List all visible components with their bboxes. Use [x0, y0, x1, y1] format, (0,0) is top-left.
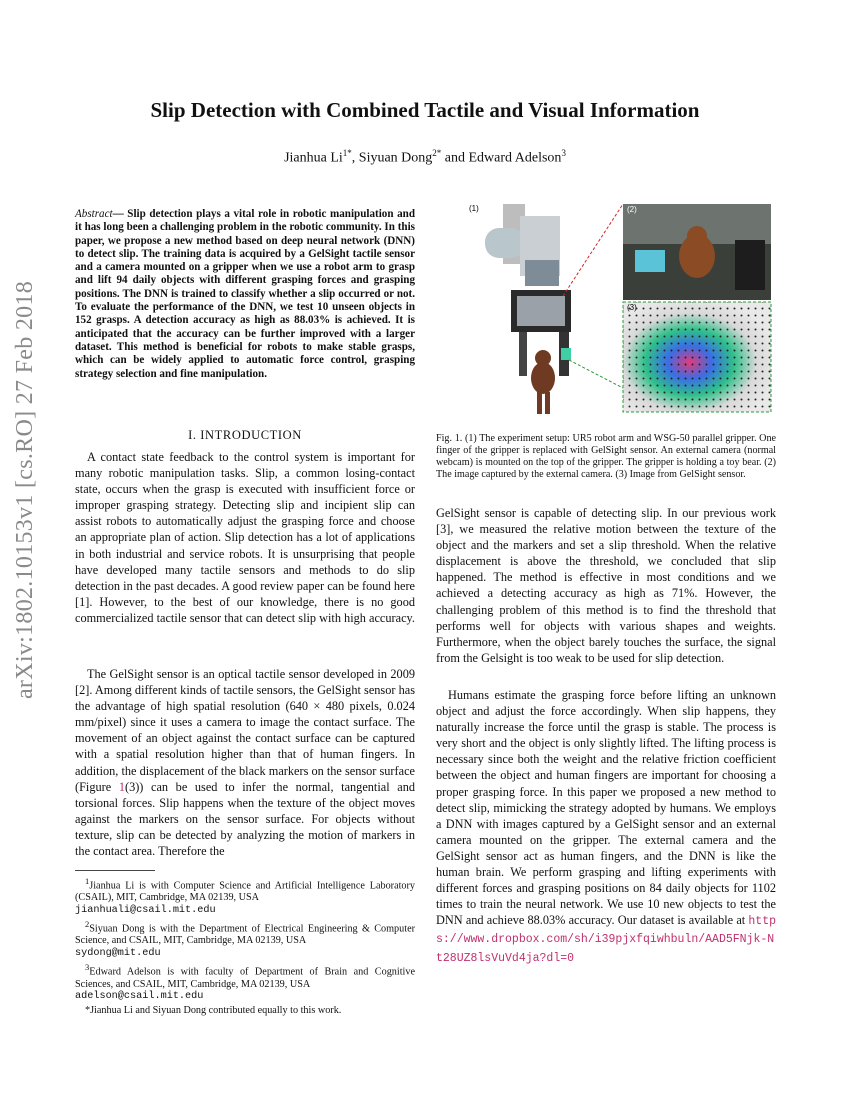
paragraph-text: (3)) can be used to infer the normal, tangential and torsional forces. Slip happens when the texture of the object moves against the markers on the sensor surface. For objects without texture, slip can be detected by analyzing the motion of markers in the contact area. Therefore the [75, 779, 415, 859]
panel-gelsight [623, 302, 771, 412]
abstract [75, 208, 415, 381]
author-name: Edward Adelson [468, 150, 562, 166]
panel-robot-setup [465, 200, 620, 422]
author-email[interactable]: sydong@mit.edu [75, 948, 161, 960]
author-name: Jianhua Li [284, 150, 343, 166]
dataset-link[interactable]: https://www.dropbox.com/sh/i39pjxfqiwhbuln/AAD5FNjk-Nt28UZ8lsVuVd4ja?dl=0 [436, 915, 776, 965]
author-email[interactable]: adelson@csail.mit.edu [75, 991, 204, 1003]
footnote: *Jianhua Li and Siyuan Dong contributed equally to this work. [85, 1005, 342, 1017]
author-list [0, 148, 850, 167]
author-affiliation-mark: 3 [561, 148, 566, 158]
footnotes [75, 876, 415, 1019]
footnote-text: Edward Adelson is with faculty of Department of Brain and Cognitive Sciences, and CSAIL, MIT, Cambridge, MA 02139, USA [75, 966, 415, 990]
panel-label: (3) [627, 303, 637, 312]
paragraph-text: The GelSight sensor is an optical tactile sensor developed in 2009 [2]. Among different kinds of tactile sensors, the GelSight sensor has the advantage of high spatial resolution (640 × 480 pixels, 0.024 mm/pixel) since it uses a camera to image the contact surface. The movement of an object against the contact surface can be captured with a spatial resolution higher than that of human fingers. In addition, the displacement of the black markers on the sensor surface (Figure [75, 667, 415, 794]
panel-external-camera [623, 204, 771, 300]
toy-bear [531, 362, 555, 394]
section-heading: I. INTRODUCTION [188, 428, 302, 442]
footnote-mark: 2 [85, 919, 90, 930]
footnote [75, 962, 415, 1003]
panel-label: (1) [469, 204, 479, 213]
author-name: Siyuan Dong [358, 150, 433, 166]
author-affiliation-mark: 1* [342, 148, 352, 158]
footnote-mark: 3 [85, 962, 90, 973]
figure-caption: Fig. 1. (1) The experiment setup: UR5 robot arm and WSG-50 parallel gripper. One finger of the gripper is replaced with GelSight sensor. An external camera (normal webcam) is mounted on the top of the gripper. The gripper is holding a toy bear. (2) The image captured by the external camera. (3) Image from GelSight sensor. [436, 433, 776, 480]
author-email[interactable]: jianhuali@csail.mit.edu [75, 905, 216, 917]
gelsight-markers [623, 302, 771, 412]
author-separator: , [351, 150, 359, 166]
figure-1 [465, 200, 777, 422]
footnote [75, 919, 415, 960]
footnote [75, 876, 415, 917]
body-paragraph [436, 687, 776, 967]
robot-arm-joint [485, 228, 525, 258]
author-affiliation-mark: 2* [432, 148, 442, 158]
arxiv-stamp: arXiv:1802.10153v1 [cs.RO] 27 Feb 2018 [12, 280, 38, 700]
paragraph-text: Humans estimate the grasping force before lifting an unknown object and adjust the force accordingly. When slip happens, they naturally increase the force until the grasp is stable. The process is very short and the object is only slightly lifted. The lifting process is necessary since both the weight and the relative friction coefficient between the object and human fingers are important for choosing a proper grasping force. In this paper we proposed a new method to detect slip, mimicking the strategy adopted by humans. We employs a DNN with images captured by a GelSight sensor and an external camera mounted on the gripper. The external camera and the GelSight sensor act as human fingers, and the DNN is like the human brain. We perform grasping and lifting experiments with different forces and grasping positions on 84 daily objects for 1102 times to train the neural network. We use 10 new objects to test the DNN and achieve 88.03% accuracy. Our dataset is available at [436, 688, 776, 928]
body-paragraph [75, 666, 415, 859]
paper-title: Slip Detection with Combined Tactile and Visual Information [150, 98, 700, 122]
gripper-finger-view [635, 250, 665, 272]
panel-label: (2) [627, 205, 637, 214]
footnote-text: Jianhua Li is with Computer Science and Artificial Intelligence Laboratory (CSAIL), MIT, Cambridge, MA 02139, USA [75, 880, 415, 904]
gelsight-sensor [561, 348, 571, 360]
gripper-finger [519, 332, 527, 376]
abstract-text: — Slip detection plays a vital role in robotic manipulation and it has long been a challenging problem in the robotic community. In this paper, we propose a new method based on deep neural network (DNN) to detect slip. The training data is acquired by a GelSight tactile sensor and a camera mounted on a gripper when we use a robot arm to grasp and lift 94 daily objects with different grasping forces and grasping positions. The DNN is trained to classify whether a slip occurred or not. To evaluate the performance of the DNN, we test 10 unseen objects in 152 grasps. A detection accuracy as high as 88.03% is achieved. It is anticipated that the accuracy can be further improved with a larger dataset. This method is beneficial for robots to make stable grasps, which can be widely applied to automatic force control, grasping strategy selection and fine manipulation. [75, 208, 415, 380]
body-paragraph: A contact state feedback to the control system is important for many robotic manipulation tasks. Slip, a common losing-contact state, occurs when the grasp is executed with insufficient force or improper grasping strategy. Detecting slip and incipient slip can assist robots to automatically adjust the grasping force and choose an appropriate plan of action. Slip detection has a lot of applications in both industrial and service robots. It is unsurprising that people have developed many tactile sensors and methods to do slip detection in the past decades. A good review paper can be found here [1]. However, to the best of our knowledge, there is no good commercialized tactile sensor that can detect slip with high accuracy. [75, 450, 415, 625]
robot-wrist-cap [525, 260, 559, 286]
gripper-plate [517, 296, 565, 326]
figure-reference-link[interactable]: 1 [118, 779, 125, 794]
footnote-mark: 1 [85, 876, 90, 886]
footnote-text: Siyuan Dong is with the Department of Electrical Engineering & Computer Science, and CSAIL, MIT, Cambridge, MA 02139, USA [75, 923, 415, 947]
body-paragraph: GelSight sensor is capable of detecting slip. In our previous work [3], we measured the relative motion between the texture of the object and the markers and set a slip threshold. When the relative displacement is above the threshold, we concluded that slip happened. The method is effective in most conditions and we achieved a detecting accuracy as high as 71%. However, the challenging problem of this method is to find the threshold that performs well for objects with various shapes and weights. Furthermore, when the object barely touches the surface, the signal from the Gelsight is too weak to be used for slip detection. [436, 506, 776, 665]
abstract-label: Abstract [75, 208, 113, 220]
footnote-rule [75, 870, 155, 871]
author-separator: and [441, 150, 469, 166]
